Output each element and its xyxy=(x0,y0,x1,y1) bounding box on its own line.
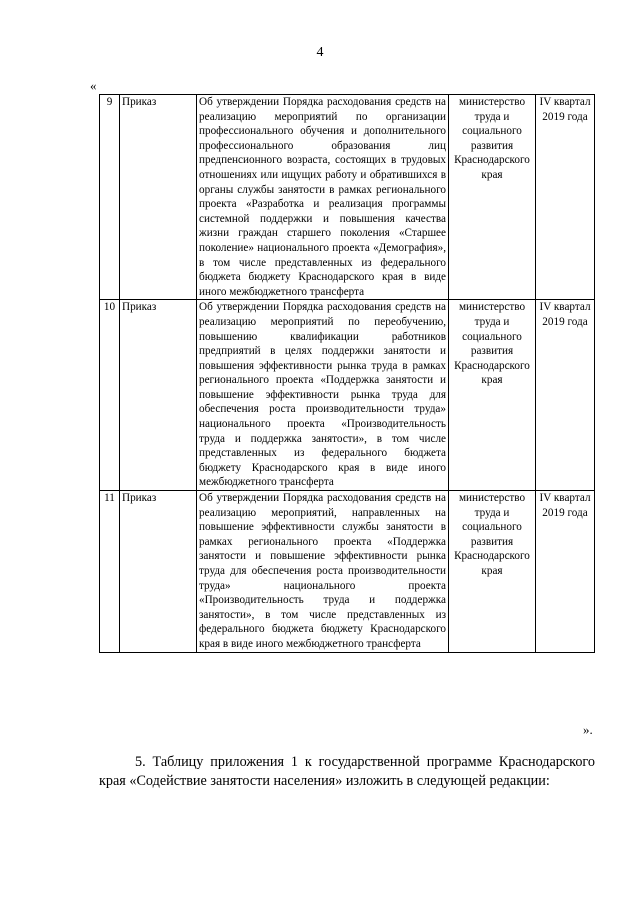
table-row xyxy=(100,95,595,300)
close-quote: ». xyxy=(583,722,593,737)
document-type: Приказ xyxy=(120,95,197,300)
table-row xyxy=(100,491,595,653)
row-number: 9 xyxy=(100,95,120,300)
table-row xyxy=(100,300,595,491)
document-name: Об утверждении Порядка расходования средств на реализацию мероприятий по организации профессионального обучения и дополнительного профессионального образования лиц предпенсионного возраста, состоящих в трудовых отношениях или ищущих работу и обратившихся в органы службы занятости в рамках регионального проекта «Разработка и реализация программы системной поддержки и повышения качества жизни граждан старшего поколения «Старшее поколение» национального проекта «Демография», в том числе представленных из федерального бюджета бюджету Краснодарского края в виде иного межбюджетного трансферта xyxy=(197,95,449,300)
document-name: Об утверждении Порядка расходования средств на реализацию мероприятий, направленных на повышение эффективности службы занятости в рамках регионального проекта «Поддержка занятости и повышение эффективности рынка труда для обеспечения роста производительности труда» национального проекта «Производительность труда и поддержка занятости», в том числе представленных из федерального бюджета бюджету Краснодарского края в виде иного межбюджетного трансферта xyxy=(197,491,449,653)
executor: министерство труда и социального развития Краснодарского края xyxy=(449,95,536,300)
row-number: 11 xyxy=(100,491,120,653)
executor: министерство труда и социального развития Краснодарского края xyxy=(449,491,536,653)
term: IV квартал 2019 года xyxy=(536,300,595,491)
measures-table xyxy=(99,94,595,653)
open-quote: « xyxy=(90,78,97,93)
document-type: Приказ xyxy=(120,491,197,653)
document-type: Приказ xyxy=(120,300,197,491)
term: IV квартал 2019 года xyxy=(536,95,595,300)
body-paragraph: 5. Таблицу приложения 1 к государственной программе Краснодарского края «Содействие занятости населения» изложить в следующей редакции: xyxy=(99,754,595,790)
term: IV квартал 2019 года xyxy=(536,491,595,653)
page-number: 4 xyxy=(316,45,324,60)
row-number: 10 xyxy=(100,300,120,491)
document-name: Об утверждении Порядка расходования средств на реализацию мероприятий по переобучению, повышению квалификации работников предприятий в целях поддержки занятости и повышения эффективности рынка труда в рамках регионального проекта «Поддержка занятости и повышение эффективности рынка труда для обеспечения роста производительности труда» национального проекта «Производительность труда и поддержка занятости», в том числе представленных из федерального бюджета бюджету Краснодарского края в виде иного межбюджетного трансферта xyxy=(197,300,449,491)
executor: министерство труда и социального развития Краснодарского края xyxy=(449,300,536,491)
